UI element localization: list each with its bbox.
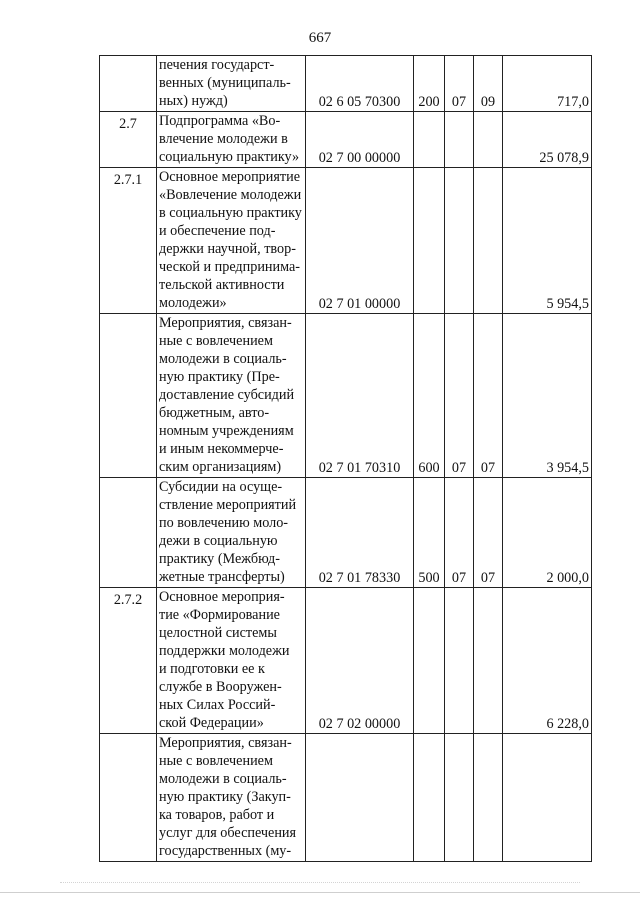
- row-number-cell: [100, 56, 157, 112]
- table-row: [100, 56, 592, 112]
- row-name-cell: Основное мероприятие «Вовлечение молодежи в социальную практику и обеспечение под- держки научной, твор- ческой и предпринима- тельской активности молодежи»: [157, 168, 306, 314]
- target-article-code-cell: 02 7 00 00000: [306, 112, 414, 168]
- amount-cell: [503, 734, 592, 862]
- table-row: [100, 168, 592, 314]
- expense-type-code-cell: 500: [414, 478, 445, 588]
- scan-artifact-line: [0, 892, 640, 893]
- section-code-cell: [445, 168, 474, 314]
- table-row: [100, 478, 592, 588]
- row-name-cell: Мероприятия, связан- ные с вовлечением молодежи в социаль- ную практику (Пре- доставление субсидий бюджетным, авто- номным учреждениям и иным некоммерче- ским организациям): [157, 314, 306, 478]
- expense-type-code-cell: 600: [414, 314, 445, 478]
- target-article-code-cell: 02 7 01 00000: [306, 168, 414, 314]
- section-code-cell: 07: [445, 314, 474, 478]
- subsection-code-cell: 07: [474, 314, 503, 478]
- expense-type-code-cell: [414, 112, 445, 168]
- page-number: 667: [308, 30, 332, 46]
- row-number-cell: 2.7: [100, 112, 157, 168]
- subsection-code-cell: [474, 112, 503, 168]
- subsection-code-cell: [474, 168, 503, 314]
- row-name-cell: Мероприятия, связан- ные с вовлечением молодежи в социаль- ную практику (Закуп- ка товаров, работ и услуг для обеспечения государственных (му-: [157, 734, 306, 862]
- expense-type-code-cell: 200: [414, 56, 445, 112]
- amount-cell: 2 000,0: [503, 478, 592, 588]
- target-article-code-cell: 02 6 05 70300: [306, 56, 414, 112]
- row-number-cell: [100, 734, 157, 862]
- row-name-cell: Подпрограмма «Во- влечение молодежи в социальную практику»: [157, 112, 306, 168]
- scan-artifact-dots: [60, 882, 580, 887]
- row-number-cell: [100, 478, 157, 588]
- table-row: [100, 112, 592, 168]
- section-code-cell: [445, 734, 474, 862]
- target-article-code-cell: 02 7 01 70310: [306, 314, 414, 478]
- table-row: [100, 588, 592, 734]
- subsection-code-cell: [474, 734, 503, 862]
- target-article-code-cell: 02 7 02 00000: [306, 588, 414, 734]
- section-code-cell: 07: [445, 478, 474, 588]
- row-number-cell: 2.7.2: [100, 588, 157, 734]
- expense-type-code-cell: [414, 168, 445, 314]
- row-name-cell: Основное мероприя- тие «Формирование целостной системы поддержки молодежи и подготовки ее к службе в Вооружен- ных Силах Россий- ской Федерации»: [157, 588, 306, 734]
- amount-cell: 6 228,0: [503, 588, 592, 734]
- row-number-cell: [100, 314, 157, 478]
- table-row: [100, 314, 592, 478]
- row-name-cell: Субсидии на осуще- ствление мероприятий по вовлечению моло- дежи в социальную практику (Межбюд- жетные трансферты): [157, 478, 306, 588]
- section-code-cell: [445, 112, 474, 168]
- amount-cell: 717,0: [503, 56, 592, 112]
- subsection-code-cell: [474, 588, 503, 734]
- section-code-cell: [445, 588, 474, 734]
- amount-cell: 25 078,9: [503, 112, 592, 168]
- amount-cell: 3 954,5: [503, 314, 592, 478]
- target-article-code-cell: 02 7 01 78330: [306, 478, 414, 588]
- row-name-cell: печения государст- венных (муниципаль- ных) нужд): [157, 56, 306, 112]
- table-row: [100, 734, 592, 862]
- target-article-code-cell: [306, 734, 414, 862]
- section-code-cell: 07: [445, 56, 474, 112]
- amount-cell: 5 954,5: [503, 168, 592, 314]
- budget-table: [99, 55, 592, 862]
- subsection-code-cell: 09: [474, 56, 503, 112]
- expense-type-code-cell: [414, 734, 445, 862]
- expense-type-code-cell: [414, 588, 445, 734]
- subsection-code-cell: 07: [474, 478, 503, 588]
- row-number-cell: 2.7.1: [100, 168, 157, 314]
